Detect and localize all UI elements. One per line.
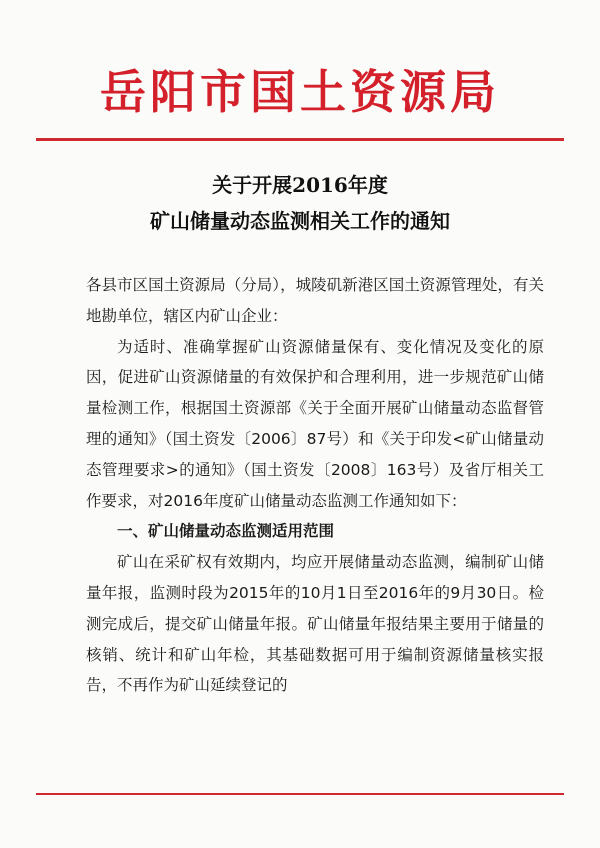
paragraph-intro: 为适时、准确掌握矿山资源储量保有、变化情况及变化的原因，促进矿山资源储量的有效保护和合理利用，进一步规范矿山储量检测工作，根据国土资源部《关于全面开展矿山储量动态监督管理的通知》（国土资发〔2006〕87号）和《关于印发<矿山储量动态管理要求>的通知》（国土资发〔2008〕163号）及省厅相关工作要求，对2016年度矿山储量动态监测工作通知如下： <box>86 337 544 510</box>
document-title-line-1: 关于开展2016年度 <box>212 173 388 197</box>
document-body <box>86 270 544 701</box>
paragraph-section-1: 矿山在采矿权有效期内，均应开展储量动态监测，编制矿山储量年报，监测时段为2015年的10月1日至2016年的9月30日。检测完成后，提交矿山储量年报。矿山储量年报结果主要用于储量的核销、统计和矿山年检，其基础数据可用于编制资源储量核实报告，不再作为矿山延续登记的 <box>86 553 544 695</box>
letterhead-org-name: 岳阳市国土资源局 <box>100 65 500 119</box>
footer-red-rule <box>36 793 564 795</box>
section-heading-1: 一、矿山储量动态监测适用范围 <box>117 522 335 541</box>
salutation: 各县市区国土资源局（分局），城陵矶新港区国土资源管理处，有关地勘单位，辖区内矿山企业： <box>86 276 544 325</box>
document-title-line-2: 矿山储量动态监测相关工作的通知 <box>150 209 450 233</box>
letterhead-red-rule <box>36 138 564 141</box>
